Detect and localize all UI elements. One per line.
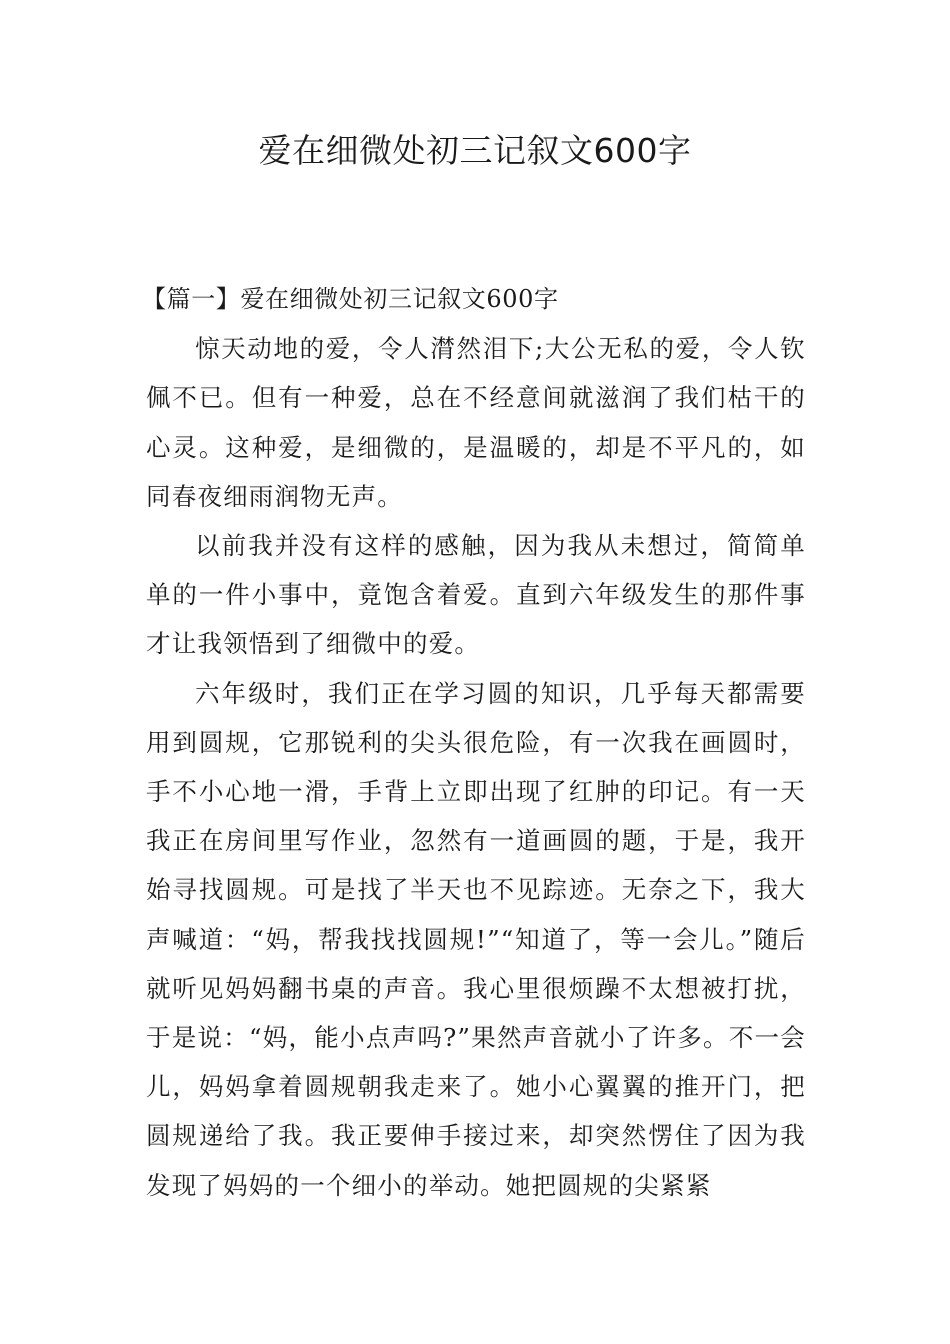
document-title: 爱在细微处初三记叙文600字 <box>258 131 692 170</box>
paragraph-2: 以前我并没有这样的感触，因为我从未想过，简简单单的一件小事中，竟饱含着爱。直到六年级发生的那件事才让我领悟到了细微中的爱。 <box>146 531 806 659</box>
paragraph-1: 惊天动地的爱，令人潸然泪下;大公无私的爱，令人钦佩不已。但有一种爱，总在不经意间就滋润了我们枯干的心灵。这种爱，是细微的，是温暖的，却是不平凡的，如同春夜细雨润物无声。 <box>146 334 806 511</box>
paragraph-3: 六年级时，我们正在学习圆的知识，几乎每天都需要用到圆规，它那锐利的尖头很危险，有一次我在画圆时，手不小心地一滑，手背上立即出现了红肿的印记。有一天我正在房间里写作业，忽然有一道画圆的题，于是，我开始寻找圆规。可是找了半天也不见踪迹。无奈之下，我大声喊道：“妈，帮我找找圆规!”“知道了，等一会儿。”随后就听见妈妈翻书桌的声音。我心里很烦躁不太想被打扰，于是说：“妈，能小点声吗?”果然声音就小了许多。不一会儿，妈妈拿着圆规朝我走来了。她小心翼翼的推开门，把圆规递给了我。我正要伸手接过来，却突然愣住了因为我发现了妈妈的一个细小的举动。她把圆规的尖紧紧 <box>146 678 806 1200</box>
document-body <box>142 275 806 1210</box>
section-heading: 【篇一】爱在细微处初三记叙文600字 <box>142 285 559 313</box>
